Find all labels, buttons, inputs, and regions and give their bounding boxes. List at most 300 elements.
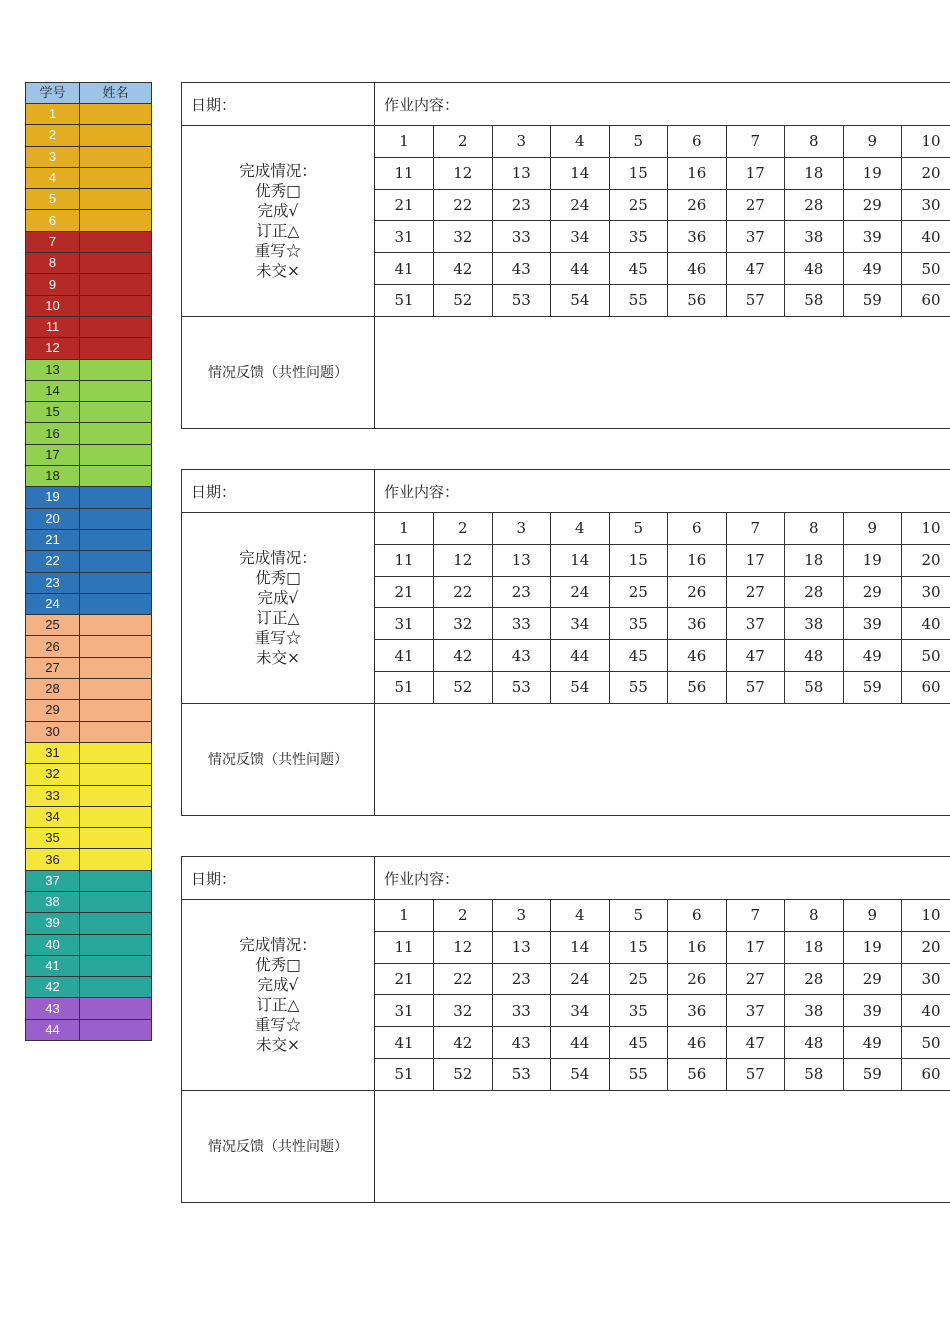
student-status-cell[interactable]: 13	[492, 544, 551, 576]
student-status-cell[interactable]: 41	[375, 253, 434, 285]
student-status-cell[interactable]: 50	[902, 1027, 950, 1059]
student-name-cell[interactable]	[80, 998, 152, 1019]
student-name-cell[interactable]	[80, 721, 152, 742]
student-name-cell[interactable]	[80, 764, 152, 785]
student-name-cell[interactable]	[80, 657, 152, 678]
student-status-cell[interactable]: 36	[668, 995, 727, 1027]
student-name-cell[interactable]	[80, 444, 152, 465]
student-status-cell[interactable]: 33	[492, 995, 551, 1027]
student-status-cell[interactable]: 47	[726, 640, 785, 672]
student-name-cell[interactable]	[80, 231, 152, 252]
student-status-cell[interactable]: 56	[668, 671, 727, 702]
student-status-cell[interactable]: 25	[609, 576, 668, 608]
student-number: 4	[26, 167, 80, 188]
feedback-input-area[interactable]	[375, 1090, 950, 1202]
student-name-cell[interactable]	[80, 891, 152, 912]
grid-row	[375, 608, 950, 640]
roster-row	[26, 593, 152, 614]
student-status-cell[interactable]: 14	[551, 931, 610, 963]
student-status-cell[interactable]: 44	[551, 253, 610, 285]
student-status-cell[interactable]: 28	[785, 576, 844, 608]
student-number: 16	[26, 423, 80, 444]
student-name-cell[interactable]	[80, 742, 152, 763]
roster-row	[26, 742, 152, 763]
student-status-cell[interactable]: 59	[843, 1058, 902, 1089]
student-name-cell[interactable]	[80, 189, 152, 210]
student-status-cell[interactable]: 50	[902, 640, 950, 672]
student-number: 5	[26, 189, 80, 210]
student-status-cell[interactable]: 43	[492, 640, 551, 672]
student-status-cell[interactable]: 3	[492, 513, 551, 544]
student-status-cell[interactable]: 20	[902, 544, 950, 576]
roster-row	[26, 274, 152, 295]
student-status-cell[interactable]: 11	[375, 931, 434, 963]
student-status-cell[interactable]: 10	[902, 126, 950, 157]
student-status-cell[interactable]: 15	[609, 157, 668, 189]
student-name-cell[interactable]	[80, 274, 152, 295]
roster-row	[26, 466, 152, 487]
student-status-cell[interactable]: 60	[921, 1065, 941, 1084]
homework-content-field[interactable]: 作业内容：	[375, 83, 950, 126]
student-name-cell[interactable]	[80, 104, 152, 125]
student-status-cell[interactable]: 57	[726, 671, 785, 702]
student-status-cell[interactable]: 9	[843, 513, 902, 544]
student-name-cell[interactable]	[80, 849, 152, 870]
student-status-cell[interactable]: 53	[492, 1058, 551, 1089]
student-status-cell[interactable]: 29	[843, 576, 902, 608]
student-status-cell[interactable]: 38	[785, 995, 844, 1027]
student-number: 1	[26, 104, 80, 125]
student-status-cell[interactable]: 52	[434, 284, 493, 315]
student-status-cell[interactable]: 31	[375, 221, 434, 253]
student-number-grid-cell	[375, 513, 950, 704]
roster-row	[26, 444, 152, 465]
roster-row	[26, 657, 152, 678]
student-status-cell[interactable]: 46	[668, 253, 727, 285]
roster-row	[26, 636, 152, 657]
student-status-cell[interactable]: 23	[492, 576, 551, 608]
student-status-cell[interactable]: 40	[902, 221, 950, 253]
student-status-cell[interactable]: 46	[668, 640, 727, 672]
student-status-cell[interactable]: 35	[609, 221, 668, 253]
student-status-cell[interactable]: 5	[609, 126, 668, 157]
student-status-cell[interactable]: 31	[375, 608, 434, 640]
roster-row	[26, 380, 152, 401]
roster-header-row	[26, 83, 152, 104]
student-status-cell[interactable]: 19	[843, 157, 902, 189]
feedback-input-area[interactable]	[375, 703, 950, 815]
student-status-cell[interactable]: 18	[785, 157, 844, 189]
student-status-cell[interactable]: 49	[843, 1027, 902, 1059]
student-status-cell[interactable]: 42	[434, 640, 493, 672]
student-status-cell[interactable]: 60	[921, 678, 941, 697]
student-status-cell[interactable]: 51	[375, 671, 434, 702]
student-status-cell[interactable]: 36	[668, 221, 727, 253]
student-status-cell[interactable]: 24	[551, 576, 610, 608]
student-status-cell[interactable]: 3	[492, 900, 551, 931]
roster-row	[26, 998, 152, 1019]
completion-status-legend	[182, 513, 375, 704]
student-status-cell[interactable]: 22	[434, 963, 493, 995]
student-name-cell[interactable]	[80, 636, 152, 657]
homework-block	[181, 469, 950, 816]
student-status-cell[interactable]: 42	[434, 1027, 493, 1059]
student-number-grid	[375, 513, 950, 703]
student-status-cell[interactable]: 8	[785, 900, 844, 931]
student-number: 15	[26, 402, 80, 423]
student-name-cell[interactable]	[80, 508, 152, 529]
student-status-cell[interactable]: 52	[434, 671, 493, 702]
student-status-cell[interactable]: 26	[668, 189, 727, 221]
student-status-cell[interactable]: 60	[921, 291, 941, 310]
grid-row	[375, 221, 950, 253]
student-name-cell[interactable]	[80, 934, 152, 955]
student-status-cell[interactable]: 43	[492, 253, 551, 285]
student-name-cell[interactable]	[80, 380, 152, 401]
roster-row	[26, 316, 152, 337]
student-name-cell[interactable]	[80, 359, 152, 380]
student-status-cell[interactable]: 23	[492, 189, 551, 221]
roster-row	[26, 146, 152, 167]
student-status-cell[interactable]: 4	[551, 513, 610, 544]
student-name-cell[interactable]	[80, 955, 152, 976]
student-name-cell[interactable]	[80, 1019, 152, 1040]
student-status-cell[interactable]: 12	[434, 157, 493, 189]
student-status-cell[interactable]: 49	[843, 640, 902, 672]
student-status-cell[interactable]: 55	[609, 284, 668, 315]
student-status-cell[interactable]: 55	[609, 1058, 668, 1089]
student-status-cell[interactable]: 55	[609, 671, 668, 702]
student-status-cell[interactable]: 35	[609, 608, 668, 640]
student-name-cell[interactable]	[80, 167, 152, 188]
student-status-cell[interactable]: 40	[902, 995, 950, 1027]
student-status-cell[interactable]: 18	[785, 931, 844, 963]
student-name-cell[interactable]	[80, 615, 152, 636]
status-legend-line: 订正△	[256, 221, 300, 240]
student-status-cell[interactable]: 29	[843, 189, 902, 221]
student-status-cell[interactable]: 33	[492, 608, 551, 640]
student-status-cell[interactable]: 53	[492, 284, 551, 315]
student-name-cell[interactable]	[80, 125, 152, 146]
student-status-cell[interactable]: 52	[434, 1058, 493, 1089]
roster-row	[26, 529, 152, 550]
student-status-cell[interactable]: 1	[375, 900, 434, 931]
student-status-cell[interactable]: 2	[434, 900, 493, 931]
student-status-cell[interactable]: 21	[375, 189, 434, 221]
student-status-cell[interactable]: 1	[375, 126, 434, 157]
roster-row	[26, 551, 152, 572]
feedback-input-area[interactable]	[375, 316, 950, 428]
student-status-cell[interactable]: 8	[785, 513, 844, 544]
student-status-cell[interactable]: 21	[375, 576, 434, 608]
student-status-cell[interactable]: 20	[902, 157, 950, 189]
student-status-cell[interactable]: 23	[492, 963, 551, 995]
student-status-cell[interactable]: 39	[843, 221, 902, 253]
student-status-cell[interactable]: 28	[785, 963, 844, 995]
student-status-cell[interactable]: 45	[609, 253, 668, 285]
status-legend-line: 完成情况：	[239, 935, 317, 954]
student-status-cell[interactable]: 8	[785, 126, 844, 157]
student-status-cell[interactable]: 48	[785, 1027, 844, 1059]
student-status-cell[interactable]: 11	[375, 544, 434, 576]
student-status-cell[interactable]: 14	[551, 157, 610, 189]
student-status-cell[interactable]: 38	[785, 608, 844, 640]
roster-header-id: 学号	[26, 83, 80, 104]
student-status-cell[interactable]: 16	[668, 157, 727, 189]
student-status-cell[interactable]: 56	[668, 284, 727, 315]
student-status-cell[interactable]: 4	[551, 900, 610, 931]
student-name-cell[interactable]	[80, 806, 152, 827]
student-name-cell[interactable]	[80, 700, 152, 721]
status-legend-line: 完成√	[257, 588, 299, 607]
student-status-cell[interactable]: 54	[551, 284, 610, 315]
student-status-cell[interactable]: 34	[551, 221, 610, 253]
student-status-cell[interactable]: 37	[726, 995, 785, 1027]
date-field[interactable]: 日期：	[182, 470, 375, 513]
student-name-cell[interactable]	[80, 402, 152, 423]
student-name-cell[interactable]	[80, 146, 152, 167]
student-status-cell[interactable]: 54	[551, 1058, 610, 1089]
grid-row	[375, 963, 950, 995]
student-status-cell[interactable]: 19	[843, 931, 902, 963]
student-status-cell[interactable]: 32	[434, 608, 493, 640]
grid-row	[375, 189, 950, 221]
student-status-cell[interactable]: 37	[726, 221, 785, 253]
student-status-cell[interactable]: 40	[902, 608, 950, 640]
student-status-cell[interactable]: 30	[902, 189, 950, 221]
student-status-cell[interactable]: 24	[551, 189, 610, 221]
student-status-cell[interactable]: 15	[609, 931, 668, 963]
student-status-cell[interactable]: 10	[902, 513, 950, 544]
student-status-cell[interactable]: 58	[785, 284, 844, 315]
grid-row	[375, 931, 950, 963]
student-status-cell[interactable]: 1	[375, 513, 434, 544]
grid-row	[375, 253, 950, 285]
student-status-cell[interactable]: 5	[609, 900, 668, 931]
student-number: 19	[26, 487, 80, 508]
student-status-cell[interactable]: 58	[785, 671, 844, 702]
status-legend-line: 重写☆	[254, 628, 302, 647]
student-status-cell[interactable]: 2	[434, 126, 493, 157]
student-status-cell[interactable]: 18	[785, 544, 844, 576]
student-status-cell[interactable]: 21	[375, 963, 434, 995]
student-status-cell[interactable]: 16	[668, 931, 727, 963]
student-status-cell[interactable]: 3	[492, 126, 551, 157]
student-status-cell[interactable]: 47	[726, 253, 785, 285]
completion-status-legend	[182, 126, 375, 317]
student-status-cell[interactable]: 51	[375, 284, 434, 315]
student-status-cell[interactable]: 44	[551, 1027, 610, 1059]
student-status-cell[interactable]: 19	[843, 544, 902, 576]
student-status-cell[interactable]: 48	[785, 640, 844, 672]
student-status-cell[interactable]: 7	[726, 126, 785, 157]
student-status-cell[interactable]: 10	[902, 900, 950, 931]
student-number: 41	[26, 955, 80, 976]
student-status-cell[interactable]: 39	[843, 608, 902, 640]
student-status-cell[interactable]: 25	[609, 963, 668, 995]
student-number-grid	[375, 900, 950, 1090]
student-status-cell[interactable]: 14	[551, 544, 610, 576]
roster-row	[26, 891, 152, 912]
student-number: 3	[26, 146, 80, 167]
student-number: 11	[26, 316, 80, 337]
student-name-cell[interactable]	[80, 529, 152, 550]
student-status-cell[interactable]: 45	[609, 640, 668, 672]
student-number: 2	[26, 125, 80, 146]
student-status-cell[interactable]: 36	[668, 608, 727, 640]
student-status-cell[interactable]: 41	[375, 1027, 434, 1059]
student-name-cell[interactable]	[80, 551, 152, 572]
student-number: 25	[26, 615, 80, 636]
student-status-cell[interactable]: 27	[726, 963, 785, 995]
roster-body	[26, 104, 152, 1041]
student-status-cell[interactable]: 27	[726, 576, 785, 608]
student-status-cell[interactable]: 4	[551, 126, 610, 157]
student-status-cell[interactable]: 28	[785, 189, 844, 221]
student-status-cell[interactable]: 32	[434, 995, 493, 1027]
student-name-cell[interactable]	[80, 338, 152, 359]
student-status-cell[interactable]: 39	[843, 995, 902, 1027]
student-name-cell[interactable]	[80, 593, 152, 614]
student-status-cell[interactable]: 22	[434, 576, 493, 608]
student-number: 13	[26, 359, 80, 380]
student-status-cell[interactable]: 26	[668, 963, 727, 995]
student-name-cell[interactable]	[80, 913, 152, 934]
roster-row	[26, 700, 152, 721]
roster-row	[26, 423, 152, 444]
student-status-cell[interactable]: 34	[551, 608, 610, 640]
student-number: 9	[26, 274, 80, 295]
student-status-cell[interactable]: 2	[434, 513, 493, 544]
student-name-cell[interactable]	[80, 487, 152, 508]
student-status-cell[interactable]: 5	[609, 513, 668, 544]
student-status-cell[interactable]: 17	[726, 157, 785, 189]
student-name-cell[interactable]	[80, 679, 152, 700]
student-status-cell[interactable]: 24	[551, 963, 610, 995]
student-status-cell[interactable]: 11	[375, 157, 434, 189]
student-status-cell[interactable]: 12	[434, 544, 493, 576]
student-status-cell[interactable]: 32	[434, 221, 493, 253]
student-status-cell[interactable]: 6	[668, 126, 727, 157]
student-name-cell[interactable]	[80, 977, 152, 998]
date-field[interactable]: 日期：	[182, 857, 375, 900]
student-status-cell[interactable]: 49	[843, 253, 902, 285]
student-status-cell[interactable]: 7	[726, 513, 785, 544]
student-status-cell[interactable]: 57	[726, 1058, 785, 1089]
student-status-cell[interactable]: 20	[902, 931, 950, 963]
student-status-cell[interactable]: 13	[492, 157, 551, 189]
student-status-cell[interactable]: 59	[843, 671, 902, 702]
status-legend-line: 重写☆	[254, 1015, 302, 1034]
homework-content-field[interactable]: 作业内容：	[375, 470, 950, 513]
student-name-cell[interactable]	[80, 316, 152, 337]
roster-row	[26, 849, 152, 870]
student-status-cell[interactable]: 6	[668, 900, 727, 931]
date-field[interactable]: 日期：	[182, 83, 375, 126]
student-status-cell[interactable]: 44	[551, 640, 610, 672]
status-legend-line: 未交×	[256, 261, 300, 280]
student-status-cell[interactable]: 17	[726, 544, 785, 576]
student-status-cell[interactable]: 51	[375, 1058, 434, 1089]
student-name-cell[interactable]	[80, 295, 152, 316]
roster-row	[26, 572, 152, 593]
student-status-cell[interactable]: 41	[375, 640, 434, 672]
roster-row	[26, 359, 152, 380]
student-status-cell[interactable]: 16	[668, 544, 727, 576]
homework-content-field[interactable]: 作业内容：	[375, 857, 950, 900]
student-status-cell[interactable]: 9	[843, 126, 902, 157]
student-number: 21	[26, 529, 80, 550]
student-status-cell[interactable]: 42	[434, 253, 493, 285]
student-name-cell[interactable]	[80, 572, 152, 593]
student-status-cell[interactable]: 33	[492, 221, 551, 253]
student-status-cell[interactable]: 17	[726, 931, 785, 963]
student-status-cell[interactable]: 48	[785, 253, 844, 285]
student-name-cell[interactable]	[80, 423, 152, 444]
student-status-cell[interactable]: 54	[551, 671, 610, 702]
student-name-cell[interactable]	[80, 466, 152, 487]
student-status-cell[interactable]: 15	[609, 544, 668, 576]
feedback-label: 情况反馈（共性问题）	[182, 1090, 375, 1202]
student-status-cell[interactable]: 59	[843, 284, 902, 315]
student-status-cell[interactable]: 22	[434, 189, 493, 221]
student-name-cell[interactable]	[80, 253, 152, 274]
student-status-cell[interactable]: 43	[492, 1027, 551, 1059]
student-status-cell[interactable]: 12	[434, 931, 493, 963]
student-name-cell[interactable]	[80, 828, 152, 849]
status-legend-line: 订正△	[256, 995, 300, 1014]
student-status-cell[interactable]: 26	[668, 576, 727, 608]
student-status-cell[interactable]: 7	[726, 900, 785, 931]
student-status-cell[interactable]: 53	[492, 671, 551, 702]
student-name-cell[interactable]	[80, 210, 152, 231]
student-status-cell[interactable]: 46	[668, 1027, 727, 1059]
roster-row	[26, 487, 152, 508]
student-status-cell[interactable]: 27	[726, 189, 785, 221]
student-name-cell[interactable]	[80, 785, 152, 806]
student-status-cell[interactable]: 57	[726, 284, 785, 315]
student-status-cell[interactable]: 9	[843, 900, 902, 931]
student-status-cell[interactable]: 38	[785, 221, 844, 253]
student-name-cell[interactable]	[80, 870, 152, 891]
student-status-cell[interactable]: 13	[492, 931, 551, 963]
student-status-cell[interactable]: 47	[726, 1027, 785, 1059]
student-number: 37	[26, 870, 80, 891]
status-legend-line: 优秀□	[255, 568, 301, 587]
grid-row	[375, 126, 950, 157]
student-number-grid-cell	[375, 900, 950, 1091]
student-status-cell[interactable]: 34	[551, 995, 610, 1027]
roster-row	[26, 125, 152, 146]
student-status-cell[interactable]: 37	[726, 608, 785, 640]
status-legend-line: 订正△	[256, 608, 300, 627]
student-status-cell[interactable]: 30	[902, 576, 950, 608]
student-status-cell[interactable]: 30	[902, 963, 950, 995]
student-number-grid	[375, 126, 950, 316]
student-status-cell[interactable]: 6	[668, 513, 727, 544]
student-status-cell[interactable]: 25	[609, 189, 668, 221]
student-status-cell[interactable]: 58	[785, 1058, 844, 1089]
student-status-cell[interactable]: 29	[843, 963, 902, 995]
student-status-cell[interactable]: 45	[609, 1027, 668, 1059]
student-status-cell[interactable]: 56	[668, 1058, 727, 1089]
student-number: 14	[26, 380, 80, 401]
student-number: 22	[26, 551, 80, 572]
roster-row	[26, 870, 152, 891]
student-status-cell[interactable]: 31	[375, 995, 434, 1027]
student-status-cell[interactable]: 35	[609, 995, 668, 1027]
student-status-cell[interactable]: 50	[902, 253, 950, 285]
